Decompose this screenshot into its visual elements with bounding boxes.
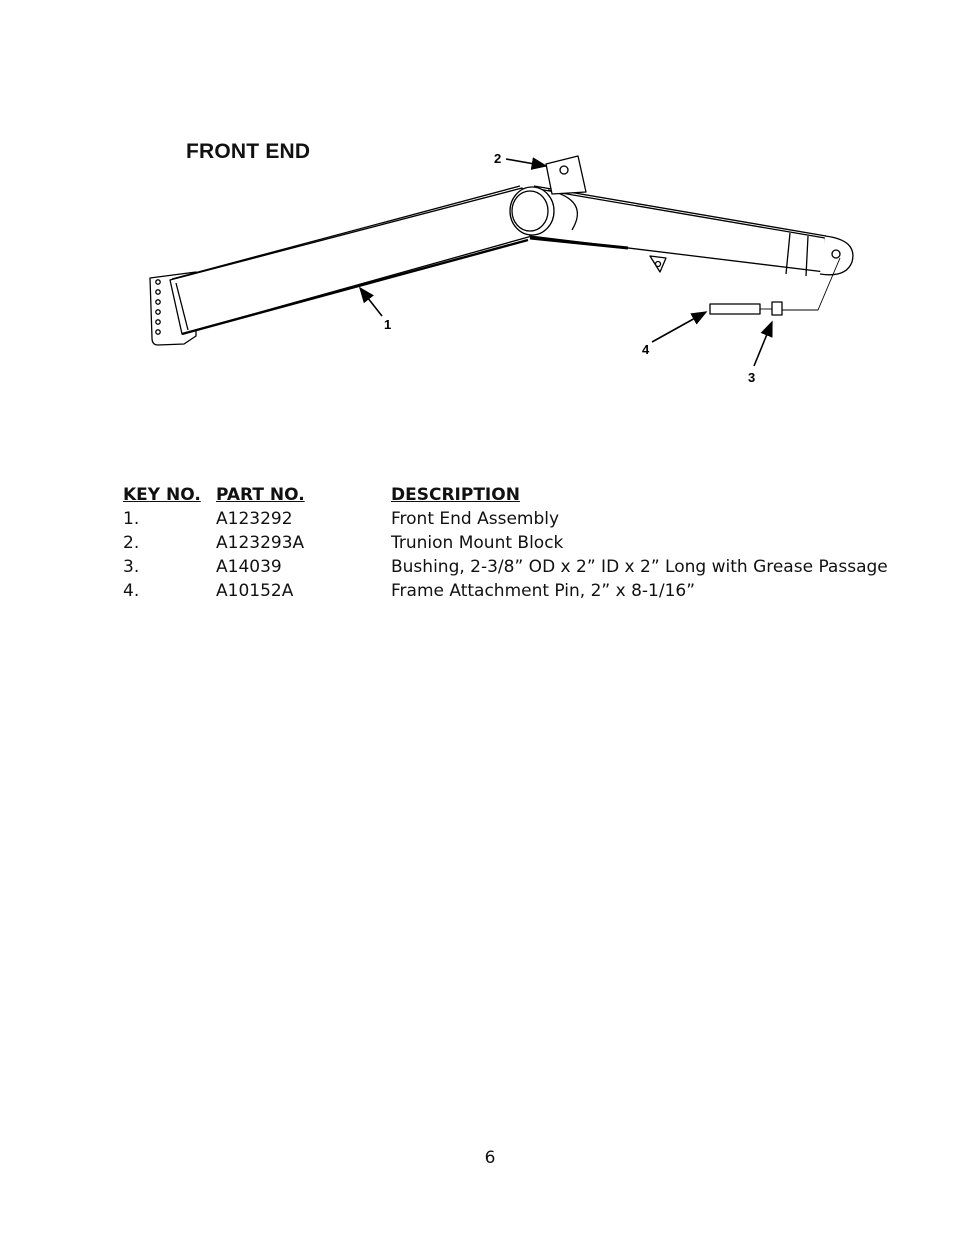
callout-3: 3 — [748, 370, 756, 385]
left-arm — [170, 186, 532, 334]
part-no: A14039 — [216, 557, 282, 577]
key-no: 3. — [123, 557, 140, 577]
header-key-no: KEY NO. — [123, 485, 201, 505]
key-no: 4. — [123, 581, 140, 601]
part-no: A123292 — [216, 509, 293, 529]
key-no: 1. — [123, 509, 140, 529]
right-arm — [530, 186, 853, 276]
callout-4-arrow — [652, 312, 706, 342]
description: Frame Attachment Pin, 2” x 8-1/16” — [391, 581, 696, 601]
bushing — [772, 302, 782, 315]
header-description: DESCRIPTION — [391, 485, 520, 505]
description: Bushing, 2-3/8” OD x 2” ID x 2” Long with Grease Passage — [391, 557, 888, 577]
header-part-no: PART NO. — [216, 485, 305, 505]
part-no: A123293A — [216, 533, 305, 553]
frame-attachment-pin — [710, 304, 760, 314]
key-no: 2. — [123, 533, 140, 553]
callout-1-arrow — [360, 288, 382, 316]
description: Trunion Mount Block — [391, 533, 564, 553]
callout-2: 2 — [494, 151, 502, 166]
callout-4: 4 — [642, 342, 650, 357]
diagram-title: FRONT END — [186, 140, 311, 163]
front-end-diagram — [0, 0, 954, 420]
callout-2-arrow — [506, 159, 546, 166]
trunion-mount-block — [546, 156, 586, 194]
callout-1: 1 — [384, 317, 392, 332]
lower-bracket — [650, 256, 666, 272]
page-number: 6 — [484, 1148, 496, 1168]
part-no: A10152A — [216, 581, 294, 601]
callout-3-arrow — [754, 322, 772, 366]
description: Front End Assembly — [391, 509, 560, 529]
